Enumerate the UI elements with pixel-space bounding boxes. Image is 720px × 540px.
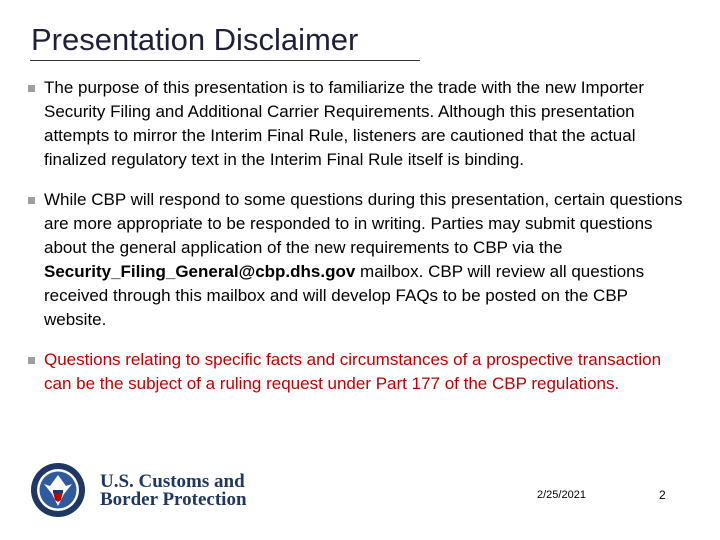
bullet-item bbox=[28, 188, 688, 332]
title-underline bbox=[30, 60, 420, 61]
bullet-text-after: mailbox. CBP will review all questions received through this mailbox and will develop FAQs to be posted on the CBP website. bbox=[44, 262, 645, 329]
bullet-item bbox=[28, 348, 688, 396]
dhs-seal-icon bbox=[30, 462, 86, 518]
agency-name-line2: Border Protection bbox=[100, 489, 247, 510]
slide-title: Presentation Disclaimer bbox=[31, 22, 359, 57]
agency-name-line1: U.S. Customs and bbox=[100, 471, 245, 492]
bullet-text: Questions relating to specific facts and circumstances of a prospective transaction can be the subject of a ruling request under Part 177 of the CBP regulations. bbox=[44, 350, 662, 393]
bullet-item bbox=[28, 76, 688, 172]
cbp-logo bbox=[30, 462, 250, 518]
email-address: Security_Filing_General@cbp.dhs.gov bbox=[44, 262, 356, 281]
footer-date: 2/25/2021 bbox=[537, 489, 586, 501]
page-number: 2 bbox=[659, 488, 666, 502]
bullet-square-icon bbox=[28, 85, 35, 92]
bullet-list bbox=[28, 76, 688, 412]
bullet-square-icon bbox=[28, 357, 35, 364]
bullet-text: The purpose of this presentation is to familiarize the trade with the new Importer Security Filing and Additional Carrier Requirements. Although this presentation attempts to mirror the Interim Final Rule, listeners are cautioned that the actual finalized regulatory text in the Interim Final Rule itself is binding. bbox=[44, 78, 645, 169]
bullet-square-icon bbox=[28, 197, 35, 204]
bullet-text-before: While CBP will respond to some questions during this presentation, certain questions are more appropriate to be responded to in writing. Parties may submit questions about the general application of the new requirements to CBP via the bbox=[44, 190, 683, 257]
agency-name bbox=[100, 473, 247, 509]
